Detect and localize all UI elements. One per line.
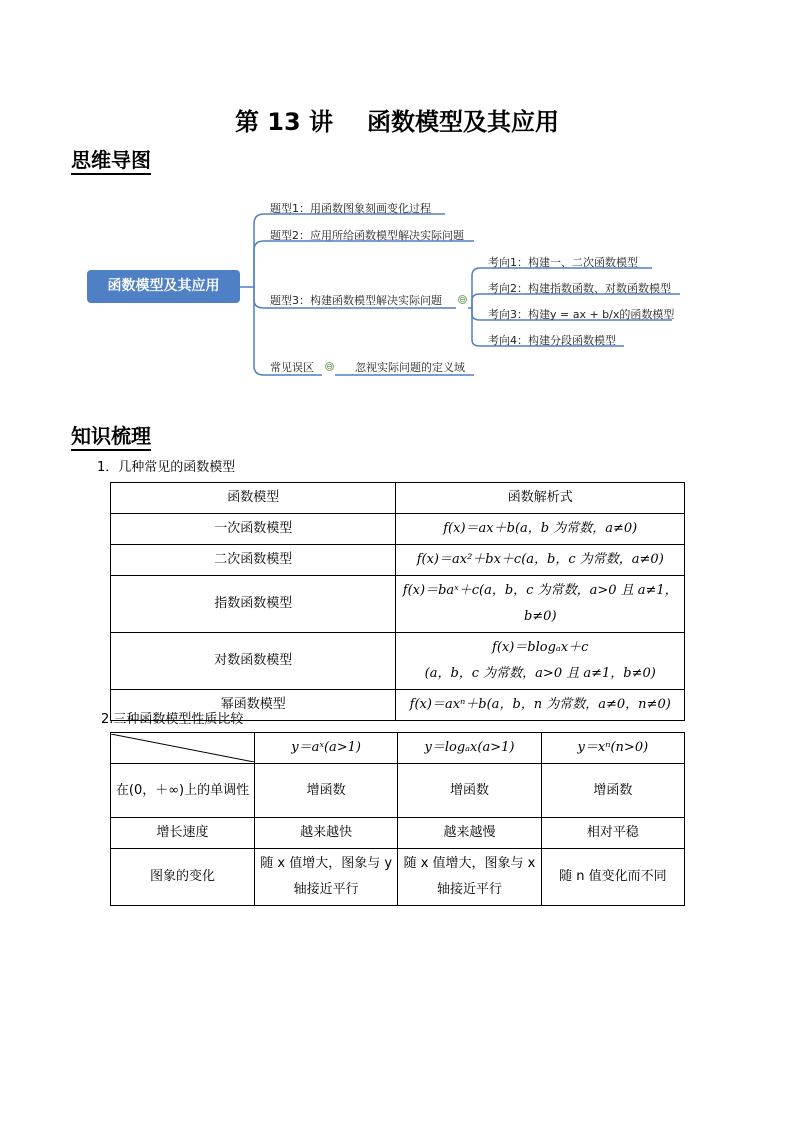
table2-heading: 2.三种函数模型性质比较 <box>101 712 244 727</box>
diagonal-line <box>111 734 254 762</box>
table-cell: 幂函数模型 <box>111 690 396 721</box>
table-header: y＝aˣ(a>1) <box>255 733 398 764</box>
table-row <box>111 514 685 545</box>
table-cell: 一次函数模型 <box>111 514 396 545</box>
lecture-topic: 函数模型及其应用 <box>367 108 560 136</box>
table-cell: 相对平稳 <box>541 818 684 849</box>
diagonal-header-cell <box>111 733 255 764</box>
table-row <box>111 633 685 690</box>
table-cell: 增函数 <box>541 764 684 818</box>
table1-heading: 1．几种常见的函数模型 <box>97 460 236 475</box>
formula-line: f(x)＝blogₐx＋c <box>492 640 589 655</box>
table-cell: 越来越快 <box>255 818 398 849</box>
mindmap-direction-4[interactable]: 考向4：构建分段函数模型 <box>488 334 616 347</box>
mindmap-direction-1[interactable]: 考向1：构建一、二次函数模型 <box>488 256 638 269</box>
table-cell: f(x)＝ax²＋bx＋c(a，b，c 为常数，a≠0) <box>396 545 685 576</box>
collapse-icon[interactable]: ⊖ <box>326 362 333 371</box>
table-row <box>111 849 685 906</box>
table-cell: 对数函数模型 <box>111 633 396 690</box>
collapse-icon[interactable]: ⊖ <box>459 295 466 304</box>
function-models-table <box>110 482 685 721</box>
table-header: y＝logₐx(a>1) <box>398 733 541 764</box>
table-cell: 二次函数模型 <box>111 545 396 576</box>
table-row <box>111 545 685 576</box>
formula-line: (a，b，c 为常数，a>0 且 a≠1，b≠0) <box>424 666 656 681</box>
table-cell: 指数函数模型 <box>111 576 396 633</box>
mindmap-direction-2[interactable]: 考向2：构建指数函数、对数函数模型 <box>488 282 671 295</box>
table-header: 函数模型 <box>111 483 396 514</box>
table-cell: f(x)＝axⁿ＋b(a，b，n 为常数，a≠0，n≠0) <box>396 690 685 721</box>
mindmap-direction-3[interactable]: 考向3：构建y = ax + b/x的函数模型 <box>488 308 675 321</box>
table-row-label: 图象的变化 <box>111 849 255 906</box>
comparison-table <box>110 732 685 906</box>
table-cell: 增函数 <box>255 764 398 818</box>
table-header-row <box>111 733 685 764</box>
table-cell: f(x)＝ax＋b(a，b 为常数，a≠0) <box>396 514 685 545</box>
section-heading-knowledge: 知识梳理 <box>71 424 151 451</box>
table-cell: 随 n 值变化而不同 <box>541 849 684 906</box>
table-row <box>111 764 685 818</box>
mindmap-type-2[interactable]: 题型2：应用所给函数模型解决实际问题 <box>270 229 464 242</box>
table-row <box>111 818 685 849</box>
mindmap-type-1[interactable]: 题型1：用函数图象刻画变化过程 <box>270 202 431 215</box>
lecture-number: 第 13 讲 <box>234 108 334 136</box>
table-cell <box>396 633 685 690</box>
table-header: y＝xⁿ(n>0) <box>541 733 684 764</box>
table-cell: f(x)＝baˣ＋c(a，b，c 为常数，a>0 且 a≠1，b≠0) <box>396 576 685 633</box>
table-row <box>111 576 685 633</box>
table-cell: 随 x 值增大，图象与 x 轴接近平行 <box>398 849 541 906</box>
table-header-row <box>111 483 685 514</box>
mindmap-mistakes[interactable]: 常见误区 <box>270 361 314 374</box>
section-heading-mindmap: 思维导图 <box>71 148 151 175</box>
table-cell: 增函数 <box>398 764 541 818</box>
table-cell: 越来越慢 <box>398 818 541 849</box>
table-row-label: 增长速度 <box>111 818 255 849</box>
mindmap-type-3[interactable]: 题型3：构建函数模型解决实际问题 <box>270 294 442 307</box>
table-header: 函数解析式 <box>396 483 685 514</box>
mindmap-root-node[interactable]: 函数模型及其应用 <box>87 270 240 303</box>
table-row-label: 在(0，＋∞)上的单调性 <box>111 764 255 818</box>
mindmap-mistake-item[interactable]: 忽视实际问题的定义域 <box>355 361 465 374</box>
table-cell: 随 x 值增大，图象与 y 轴接近平行 <box>255 849 398 906</box>
